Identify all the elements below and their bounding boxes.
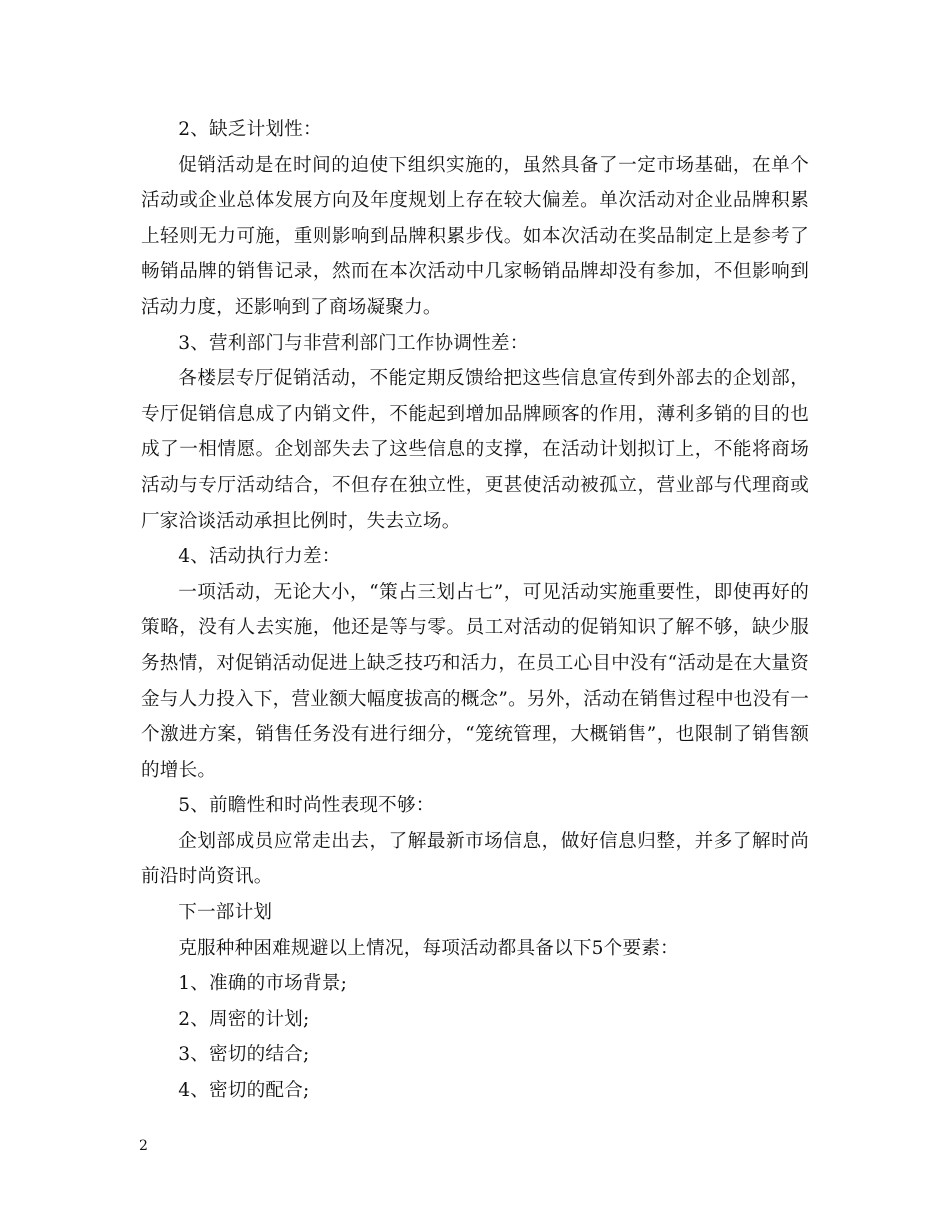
heading-foresight-fashion: 5、前瞻性和时尚性表现不够： [178,795,435,817]
heading-department-coordination: 3、营利部门与非营利部门工作协调性差： [178,332,529,354]
paragraph-planning-detail: 促销活动是在时间的迫使下组织实施的，虽然具备了一定市场基础，在单个活动或企业总体发展方向及年度规划上存在较大偏差。单次活动对企业品牌积累上轻则无力可施，重则影响到品牌积累步伐。如本次活动在奖品制定上是参考了畅销品牌的销售记录，然而在本次活动中几家畅销品牌却没有参加，不但影响到活动力度，还影响到了商场凝聚力。 [141,154,809,318]
page-number: 2 [139,1138,148,1154]
paragraph-foresight-detail: 企划部成员应常走出去，了解最新市场信息，做好信息归整，并多了解时尚前沿时尚资讯。 [141,830,809,888]
paragraph-coordination-detail: 各楼层专厅促销活动，不能定期反馈给把这些信息宣传到外部去的企划部，专厅促销信息成了内销文件，不能起到增加品牌顾客的作用，薄利多销的目的也成了一相情愿。企划部失去了这些信息的支撑，在活动计划拟订上，不能将商场活动与专厅活动结合，不但存在独立性，更甚使活动被孤立，营业部与代理商或厂家洽谈活动承担比例时，失去立场。 [141,368,809,532]
list-item-market-background: 1、准确的市场背景; [178,973,348,995]
heading-lack-of-planning: 2、缺乏计划性： [178,119,322,140]
paragraph-five-elements: 克服种种困难规避以上情况，每项活动都具备以下5个要素： [178,937,679,959]
heading-execution: 4、活动执行力差： [178,546,341,568]
heading-next-plan: 下一部计划 [178,902,273,924]
list-item-close-cooperation: 4、密切的配合; [178,1080,310,1102]
document-body [141,112,809,1109]
paragraph-execution-detail: 一项活动，无论大小，“策占三划占七”，可见活动实施重要性，即使再好的策略，没有人去实施，他还是等与零。员工对活动的促销知识了解不够，缺少服务热情，对促销活动促进上缺乏技巧和活力，在员工心目中没有“活动是在大量资金与人力投入下，营业额大幅度拔高的概念”。另外，活动在销售过程中也没有一个激进方案，销售任务没有进行细分，“笼统管理，大概销售”，也限制了销售额的增长。 [141,581,809,781]
list-item-close-combination: 3、密切的结合; [178,1044,310,1066]
list-item-thorough-plan: 2、周密的计划; [178,1008,310,1030]
